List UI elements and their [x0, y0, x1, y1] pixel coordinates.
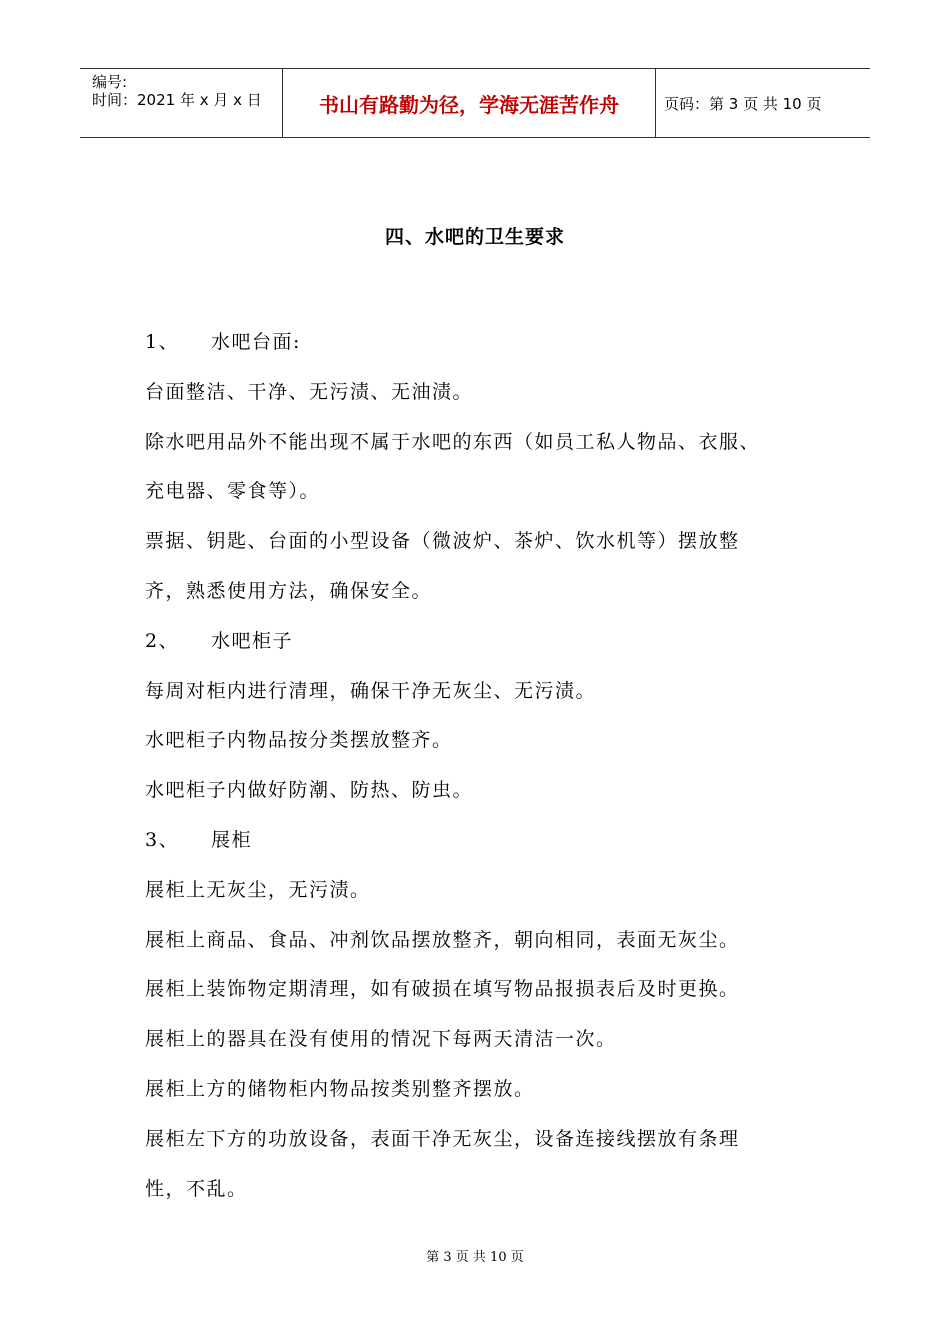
body-line: 性，不乱。: [145, 1177, 248, 1200]
body-line: 展柜上商品、食品、冲剂饮品摆放整齐，朝向相同，表面无灰尘。: [145, 928, 740, 951]
header-motto: 书山有路勤为径，学海无涯苦作舟: [282, 69, 656, 137]
section-heading: [145, 318, 825, 368]
document-time-label: 时间：2021 年 x 月 x 日: [92, 91, 262, 109]
body-line: 展柜左下方的功放设备，表面干净无灰尘，设备连接线摆放有条理: [145, 1127, 740, 1150]
header-page-info: 页码：第 3 页 共 10 页: [664, 94, 822, 113]
header-left-cell: [80, 69, 282, 137]
section-number: 3、: [145, 828, 180, 851]
body-line: 展柜上的器具在没有使用的情况下每两天清洁一次。: [145, 1028, 617, 1051]
body-line: 水吧柜子内做好防潮、防热、防虫。: [145, 779, 474, 802]
section-heading: [145, 816, 825, 866]
document-body: [145, 318, 825, 1214]
section-number: 1、: [145, 331, 180, 353]
page-title: 四、水吧的卫生要求: [384, 226, 565, 248]
section-heading-text: 展柜: [211, 828, 253, 851]
body-line: 展柜上装饰物定期清理，如有破损在填写物品报损表后及时更换。: [145, 978, 740, 1001]
body-line: 展柜上无灰尘，无污渍。: [145, 878, 371, 901]
body-line: 齐，熟悉使用方法，确保安全。: [145, 579, 433, 602]
body-line: 台面整洁、干净、无污渍、无油渍。: [145, 380, 474, 403]
body-line: 水吧柜子内物品按分类摆放整齐。: [145, 729, 453, 752]
section-heading: [145, 617, 825, 667]
document-header: [80, 68, 870, 138]
document-number-label: 编号:: [92, 73, 128, 91]
body-line: 除水吧用品外不能出现不属于水吧的东西（如员工私人物品、衣服、: [145, 430, 761, 453]
body-line: 每周对柜内进行清理，确保干净无灰尘、无污渍。: [145, 679, 597, 702]
page-footer: 第 3 页 共 10 页: [426, 1250, 524, 1265]
body-line: 票据、钥匙、台面的小型设备（微波炉、茶炉、饮水机等）摆放整: [145, 530, 740, 553]
section-number: 2、: [145, 629, 180, 652]
body-line: 充电器、零食等）。: [145, 480, 321, 503]
body-line: 展柜上方的储物柜内物品按类别整齐摆放。: [145, 1077, 535, 1100]
section-heading-text: 水吧台面:: [211, 331, 301, 353]
section-heading-text: 水吧柜子: [211, 629, 294, 652]
